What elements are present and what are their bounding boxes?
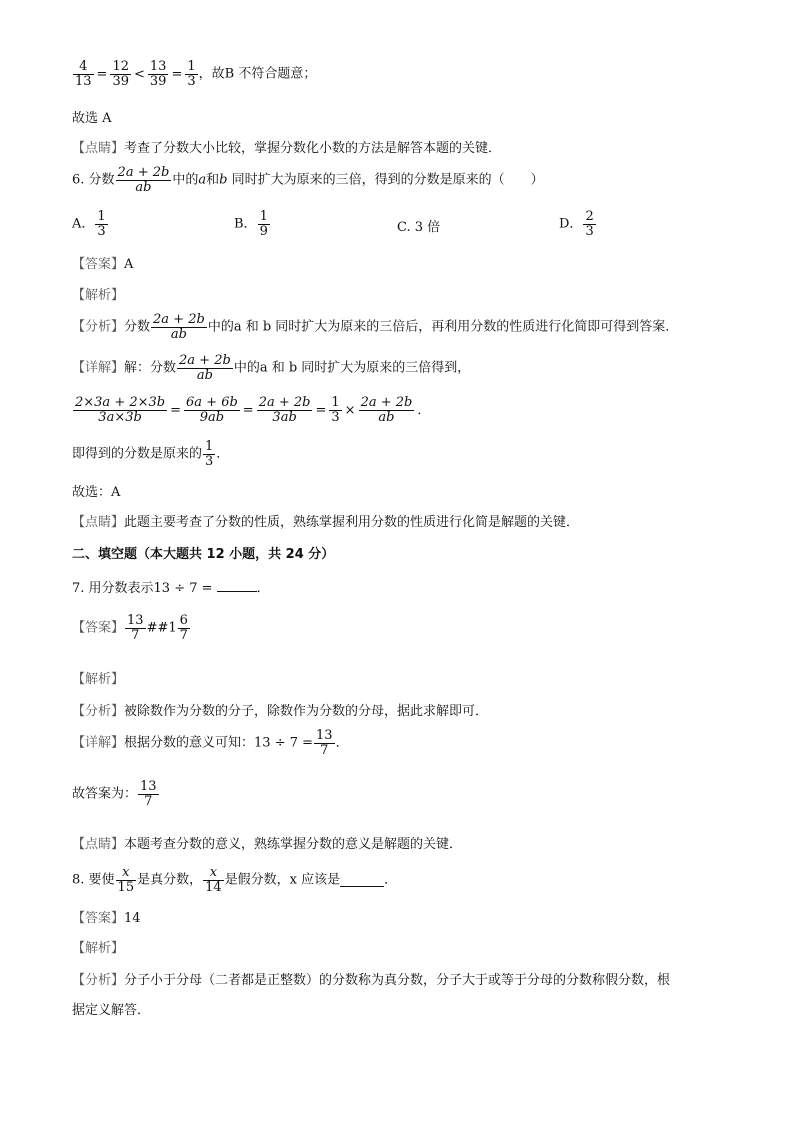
tag-xiangjie: 【详解】 [72,735,125,751]
fenxi-text: 分子小于分母（二者都是正整数）的分数称为真分数，分子大于或等于分母的分数称假分数，根 [124,973,671,988]
xiangjie-text: 中的a 和 b 同时扩大为原来的三倍得到， [233,360,471,376]
q6-analysis-tag: 【解析】 [72,288,125,303]
numerator: 2a + 2b [153,312,205,327]
times-sign: × [344,402,356,418]
fraction [177,354,233,383]
tag-answer: 【答案】 [72,911,125,926]
equals-sign: = [315,402,327,418]
denominator: ab [170,327,187,342]
answer-value: A [124,257,134,272]
question-text: 7. 用分数表示13 ÷ 7 = [72,581,217,596]
fenxi-text: 中的a 和 b 同时扩大为原来的三倍后，再利用分数的性质进行化简即可得到答案． [207,319,679,335]
fraction [116,166,172,195]
q6-result [72,440,229,469]
fraction [138,780,159,809]
question-number: 6. 分数 [72,172,115,188]
q8-answer [72,910,141,928]
q8-analysis-tag: 【解析】 [72,941,125,956]
denominator: 15 [117,880,135,895]
numerator: 1 [259,209,268,224]
q6-answer [72,256,133,274]
tag-dianjing: 【点睛】 [72,837,125,852]
numerator: 6a + 6b [186,395,238,410]
fraction [258,210,270,239]
q8-fenxi [72,972,670,990]
q8-fenxi-cont: 据定义解答． [72,1003,151,1018]
denominator: 9 [259,224,268,239]
denominator: 3 [585,224,594,239]
fraction [184,396,240,425]
fraction [583,210,595,239]
numerator: 2×3a + 2×3b [75,395,166,410]
q7-fenxi [72,703,488,721]
text: 解：分数 [124,360,177,376]
equals-sign: = [170,402,182,418]
denominator: ab [196,368,213,383]
text: 分数 [124,319,151,335]
answer-blank [340,874,384,887]
question-6 [72,166,544,195]
tag-fenxi: 【分析】 [72,319,125,335]
comment-text: 考查了分数大小比较，掌握分数化小数的方法是解答本题的关键． [124,141,502,156]
variable-a: a [198,172,207,188]
tag-fenxi: 【分析】 [72,704,125,719]
denominator: 3 [187,74,196,89]
fraction [125,614,146,643]
numerator: 6 [179,613,188,628]
numerator: 12 [112,59,129,74]
equals-sign: = [171,66,183,82]
q7-comment [72,836,462,854]
less-than-sign: < [134,66,145,82]
section-heading: 二、填空题（本大题共 12 小题，共 24 分） [72,547,335,562]
fraction [314,729,335,758]
numerator: 2 [585,209,594,224]
option-label: D． [559,216,583,232]
numerator: 13 [316,728,333,743]
tag-fenxi: 【分析】 [72,973,125,988]
answer-value: 14 [124,911,141,926]
denominator: 7 [131,628,140,643]
denominator: 7 [144,794,153,809]
text: 和 [206,172,220,188]
question-text: 是假分数，x 应该是 [224,872,341,888]
denominator: ab [135,180,152,195]
fraction [359,396,415,425]
text: 故答案为： [72,786,138,802]
q6-final: 故选：A [72,485,121,500]
tag-xiangjie: 【详解】 [72,360,125,376]
options-row [72,210,722,246]
fraction [151,313,207,342]
denominator: 3a×3b [98,410,142,425]
line-tail-text: ，故B 不符合题意； [198,66,317,82]
answer-separator: ##1 [146,620,177,636]
fraction [178,614,190,643]
fraction [148,60,169,89]
denominator: 7 [320,743,329,758]
text: 是真分数， [137,872,203,888]
q6-comment [72,514,579,532]
question-number: 8. 要使 [72,872,115,888]
variable-b: b [219,172,228,188]
fraction [73,60,94,89]
numerator: 2a + 2b [258,395,311,410]
numerator: 2a + 2b [117,165,170,180]
numerator: x [116,866,137,881]
fraction [257,396,313,425]
denominator: 39 [112,74,129,89]
numerator: 2a + 2b [360,395,413,410]
q7-analysis-tag: 【解析】 [72,672,125,687]
period: ． [417,402,431,418]
question-8 [72,866,397,895]
numerator: 1 [331,395,340,410]
equals-sign: = [242,402,254,418]
tag-answer: 【答案】 [72,257,125,272]
text: 根据分数的意义可知：13 ÷ 7 = [124,735,314,751]
denominator: 3ab [272,410,297,425]
fraction [329,396,341,425]
fraction [110,60,131,89]
period: ． [384,872,398,888]
denominator: 3 [97,224,106,239]
period: ． [335,735,349,751]
numerator: 2a + 2b [179,353,231,368]
q6-equation [72,396,432,425]
text: 即得到的分数是原来的 [72,446,203,462]
numerator: 4 [73,60,94,75]
numerator: 13 [149,59,167,74]
answer-prev: 故选 A [72,111,112,126]
fraction [203,866,224,895]
q7-answer [72,614,191,643]
tag-dianjing: 【点睛】 [72,515,125,530]
numerator: 1 [205,439,214,454]
numerator: 13 [140,779,157,794]
option-label: A． [72,216,95,232]
option-a [72,210,109,239]
comment-text: 本题考查分数的意义，熟练掌握分数的意义是解题的关键． [124,837,463,852]
question-text: 同时扩大为原来的三倍，得到的分数是原来的（ ） [227,172,544,188]
tag-answer: 【答案】 [72,620,125,636]
fraction [185,60,197,89]
option-label: B． [234,216,257,232]
fraction [203,440,215,469]
fenxi-text: 被除数作为分数的分子，除数作为分数的分母，据此求解即可． [124,704,489,719]
denominator: 3 [205,454,214,469]
denominator: 39 [149,74,167,89]
numerator: x [203,866,224,881]
fraction [73,396,167,425]
denominator: 7 [179,628,188,643]
question-7 [72,579,270,598]
comment-text: 此题主要考查了分数的性质，熟练掌握利用分数的性质进行化简是解题的关键． [124,515,580,530]
numerator: 1 [97,209,106,224]
period: ． [216,446,230,462]
option-d [559,210,597,239]
q6-xiangjie [72,354,470,383]
denominator: 9ab [199,410,225,425]
denominator: 14 [205,880,222,895]
period: ． [256,581,270,596]
fraction [116,866,137,895]
q6-fenxi [72,313,678,342]
equals-sign: = [96,66,108,82]
tag-dianjing: 【点睛】 [72,141,125,156]
numerator: 13 [127,613,144,628]
fraction [95,210,107,239]
option-c: C. 3 倍 [397,220,441,235]
answer-blank [217,579,257,592]
q7-xiangjie [72,729,349,758]
denominator: 13 [75,74,92,89]
q7-final [72,780,160,809]
denominator: ab [378,410,395,425]
numerator: 1 [187,59,196,74]
denominator: 3 [331,410,340,425]
comment-prev [72,140,501,158]
option-b [234,210,271,239]
comparison-line [72,60,316,89]
text: 中的 [172,172,199,188]
